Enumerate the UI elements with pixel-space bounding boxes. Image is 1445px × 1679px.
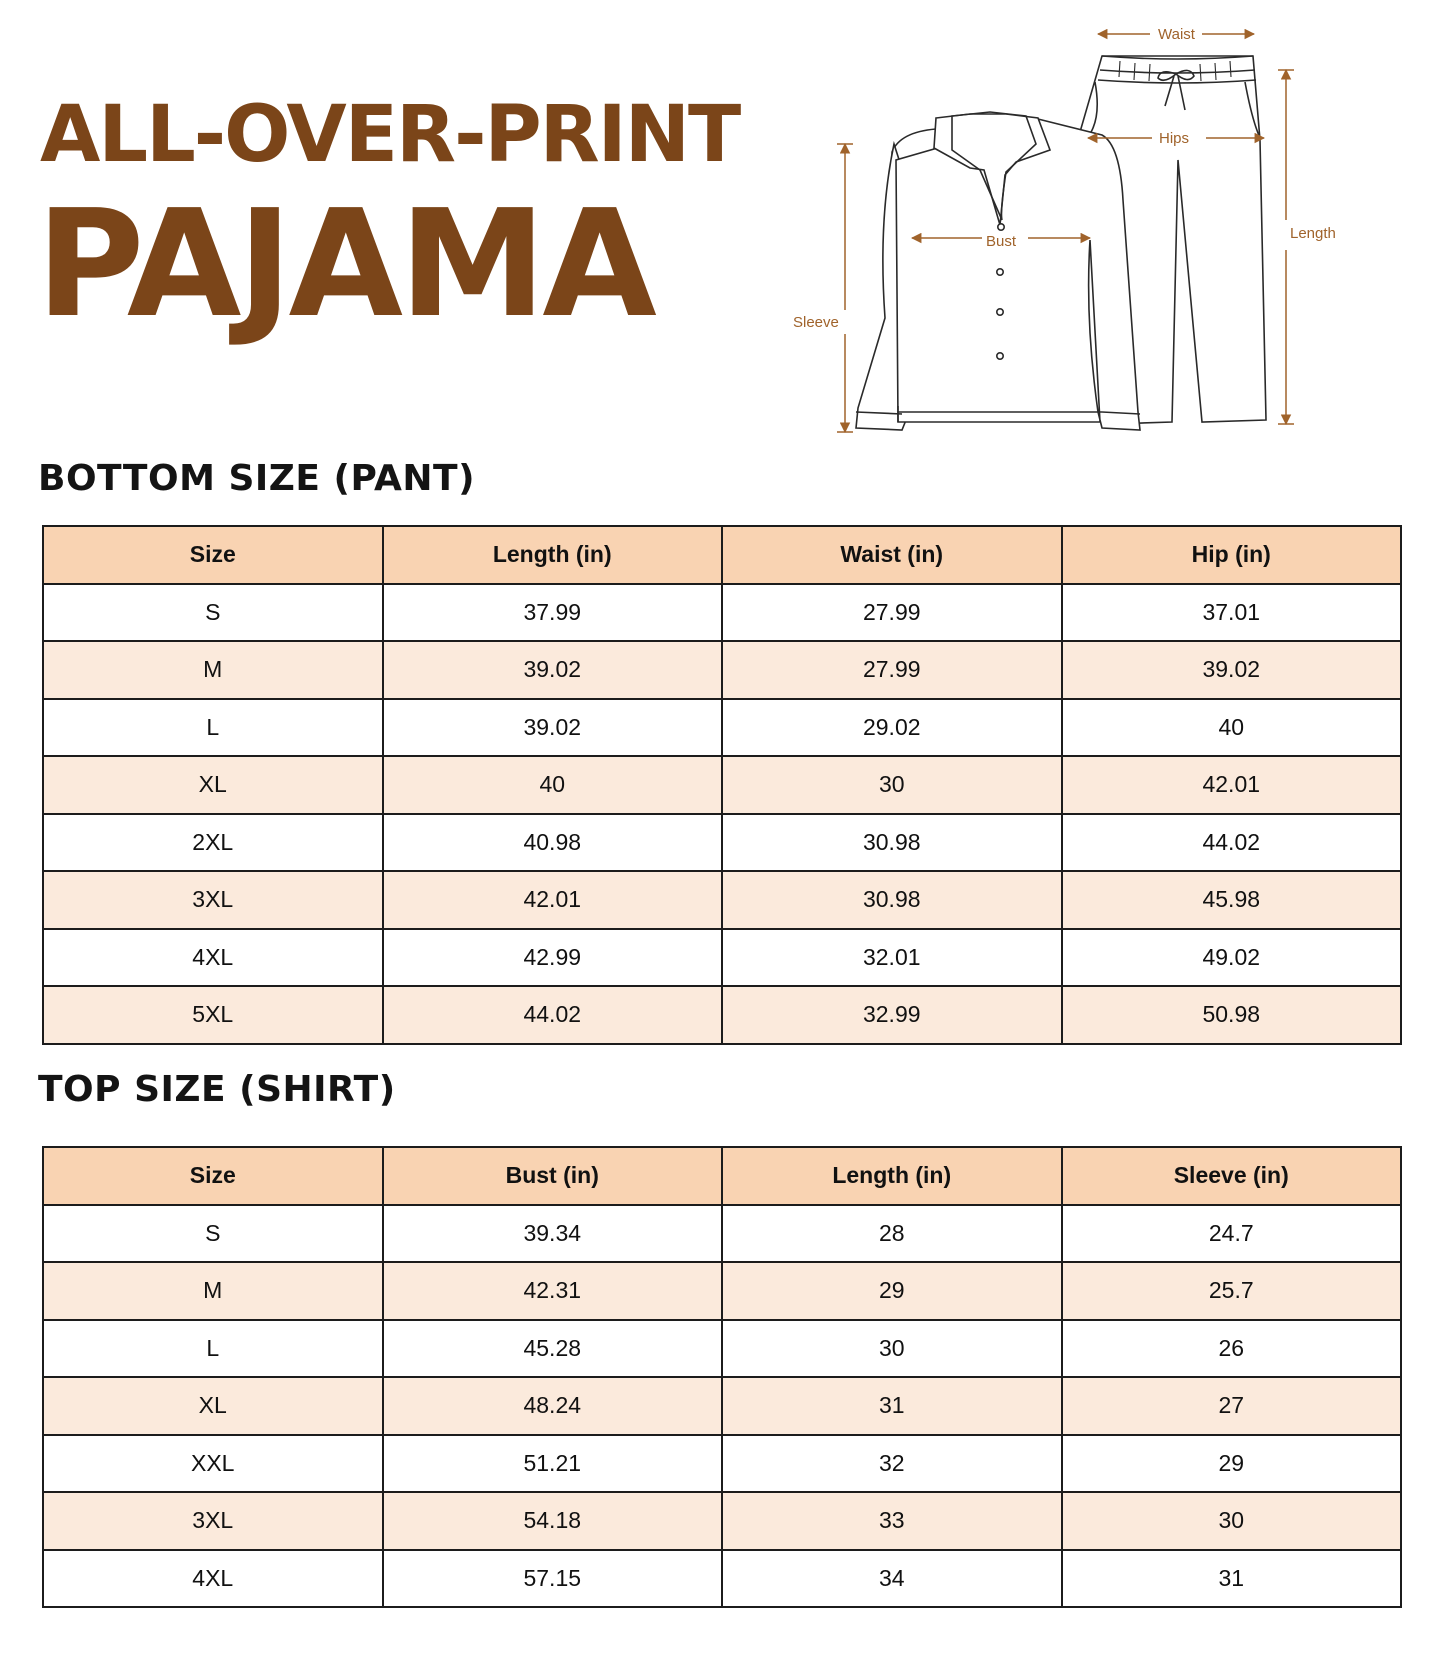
- table-cell: 30: [1062, 1492, 1402, 1550]
- bust-label: Bust: [986, 233, 1017, 250]
- table-row: [43, 1262, 1401, 1320]
- bottom-size-title: BOTTOM SIZE (PANT): [38, 458, 476, 499]
- pajama-measurement-diagram: [793, 20, 1440, 470]
- table-row: [43, 1550, 1401, 1608]
- column-header: Size: [43, 1147, 383, 1205]
- column-header: Size: [43, 526, 383, 584]
- table-cell: 3XL: [43, 1492, 383, 1550]
- table-cell: XL: [43, 1377, 383, 1435]
- table-cell: 37.99: [383, 584, 723, 642]
- table-cell: L: [43, 699, 383, 757]
- table-row: [43, 986, 1401, 1044]
- table-cell: 31: [1062, 1550, 1402, 1608]
- waist-label: Waist: [1158, 26, 1195, 43]
- table-cell: 40: [1062, 699, 1402, 757]
- table-cell: 44.02: [383, 986, 723, 1044]
- sleeve-label: Sleeve: [793, 314, 839, 331]
- hips-label: Hips: [1159, 130, 1190, 147]
- table-cell: 40: [383, 756, 723, 814]
- table-cell: 57.15: [383, 1550, 723, 1608]
- column-header: Length (in): [383, 526, 723, 584]
- table-cell: 5XL: [43, 986, 383, 1044]
- table-cell: 27.99: [722, 584, 1062, 642]
- table-cell: 2XL: [43, 814, 383, 872]
- table-row: [43, 641, 1401, 699]
- table-cell: S: [43, 1205, 383, 1263]
- table-cell: 29: [1062, 1435, 1402, 1493]
- table-cell: 27: [1062, 1377, 1402, 1435]
- column-header: Hip (in): [1062, 526, 1402, 584]
- table-cell: 51.21: [383, 1435, 723, 1493]
- table-cell: 30: [722, 756, 1062, 814]
- table-row: [43, 929, 1401, 987]
- table-row: [43, 756, 1401, 814]
- table-cell: S: [43, 584, 383, 642]
- table-cell: 4XL: [43, 1550, 383, 1608]
- table-cell: XL: [43, 756, 383, 814]
- table-cell: 30.98: [722, 814, 1062, 872]
- table-cell: 31: [722, 1377, 1062, 1435]
- table-cell: 3XL: [43, 871, 383, 929]
- table-cell: 48.24: [383, 1377, 723, 1435]
- table-cell: 27.99: [722, 641, 1062, 699]
- table-cell: 39.02: [383, 641, 723, 699]
- table-cell: 49.02: [1062, 929, 1402, 987]
- table-cell: 44.02: [1062, 814, 1402, 872]
- table-cell: 30.98: [722, 871, 1062, 929]
- table-cell: 30: [722, 1320, 1062, 1378]
- table-cell: XXL: [43, 1435, 383, 1493]
- table-cell: 45.28: [383, 1320, 723, 1378]
- table-cell: M: [43, 641, 383, 699]
- table-cell: 42.31: [383, 1262, 723, 1320]
- table-cell: 28: [722, 1205, 1062, 1263]
- table-cell: 39.34: [383, 1205, 723, 1263]
- table-cell: 39.02: [1062, 641, 1402, 699]
- table-cell: 45.98: [1062, 871, 1402, 929]
- table-row: [43, 814, 1401, 872]
- table-row: [43, 1435, 1401, 1493]
- table-row: [43, 871, 1401, 929]
- table-cell: 26: [1062, 1320, 1402, 1378]
- table-row: [43, 1377, 1401, 1435]
- table-cell: 42.01: [383, 871, 723, 929]
- length-label: Length: [1290, 225, 1336, 242]
- table-cell: 25.7: [1062, 1262, 1402, 1320]
- table-cell: 42.99: [383, 929, 723, 987]
- table-cell: 42.01: [1062, 756, 1402, 814]
- table-cell: 29: [722, 1262, 1062, 1320]
- table-cell: 4XL: [43, 929, 383, 987]
- column-header: Waist (in): [722, 526, 1062, 584]
- table-row: [43, 699, 1401, 757]
- table-header-row: [43, 1147, 1401, 1205]
- column-header: Length (in): [722, 1147, 1062, 1205]
- bottom-size-table: [42, 525, 1402, 1045]
- table-cell: 39.02: [383, 699, 723, 757]
- shirt-illustration: [856, 112, 1140, 430]
- table-cell: 54.18: [383, 1492, 723, 1550]
- table-cell: L: [43, 1320, 383, 1378]
- table-cell: 40.98: [383, 814, 723, 872]
- table-row: [43, 1320, 1401, 1378]
- table-cell: 37.01: [1062, 584, 1402, 642]
- table-cell: 32.01: [722, 929, 1062, 987]
- table-row: [43, 1492, 1401, 1550]
- top-size-title: TOP SIZE (SHIRT): [38, 1069, 396, 1110]
- table-cell: 29.02: [722, 699, 1062, 757]
- table-cell: 32.99: [722, 986, 1062, 1044]
- table-cell: 33: [722, 1492, 1062, 1550]
- column-header: Bust (in): [383, 1147, 723, 1205]
- table-header-row: [43, 526, 1401, 584]
- title-line-1: ALL-OVER-PRINT: [40, 90, 740, 180]
- table-cell: 32: [722, 1435, 1062, 1493]
- table-cell: 24.7: [1062, 1205, 1402, 1263]
- table-cell: 34: [722, 1550, 1062, 1608]
- table-cell: 50.98: [1062, 986, 1402, 1044]
- top-size-table: [42, 1146, 1402, 1608]
- table-cell: M: [43, 1262, 383, 1320]
- table-row: [43, 1205, 1401, 1263]
- table-row: [43, 584, 1401, 642]
- title-line-2: PAJAMA: [36, 178, 653, 350]
- column-header: Sleeve (in): [1062, 1147, 1402, 1205]
